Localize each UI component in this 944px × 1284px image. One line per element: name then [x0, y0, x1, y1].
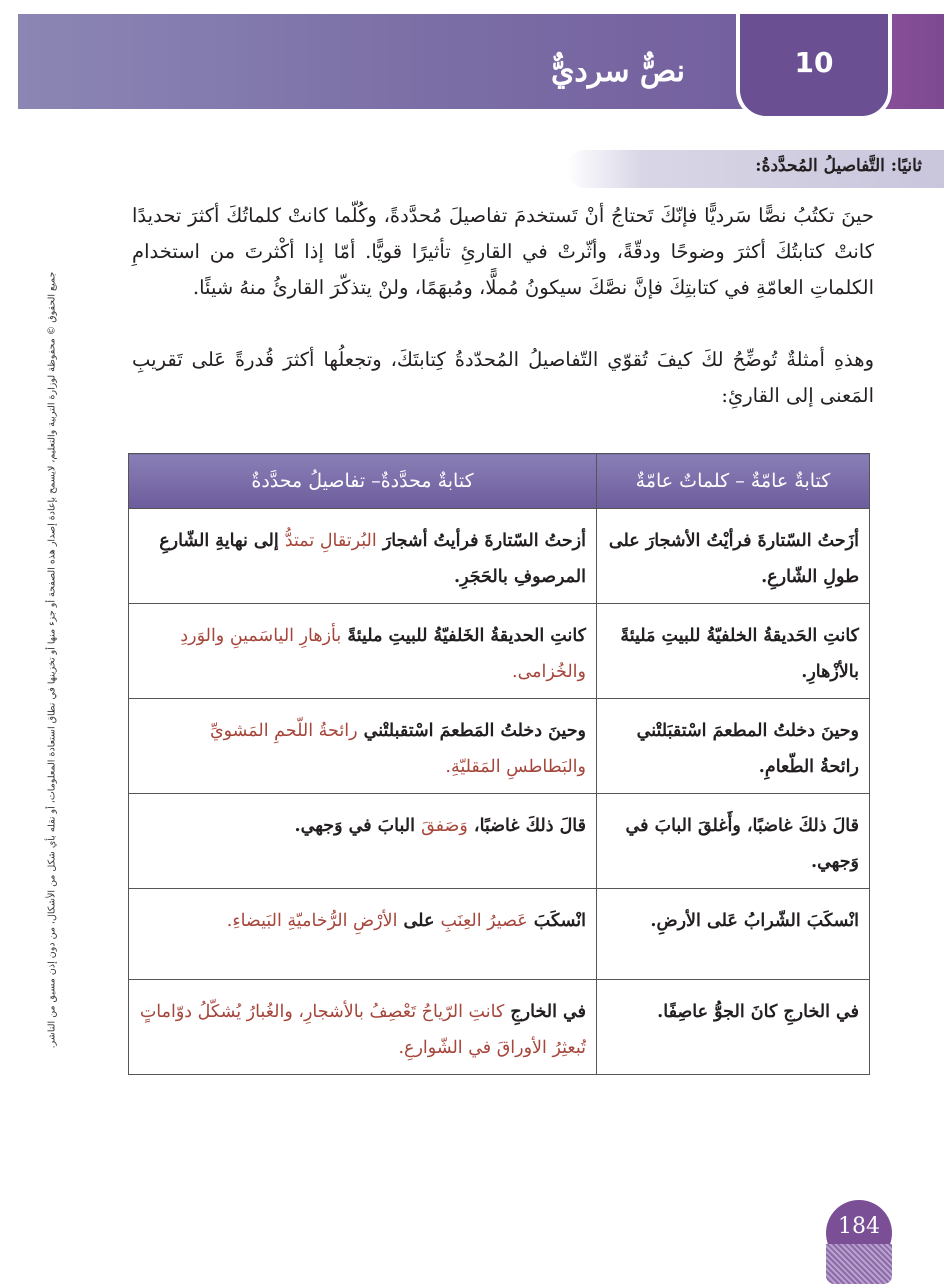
- table-row: [129, 889, 870, 980]
- general-cell: أزَحتُ السّتارةَ فرأيْتُ الأشجارَ على طولِ الشّارعِ.: [597, 509, 870, 604]
- plain-text: في الخارجِ: [504, 1002, 586, 1022]
- table-row: [129, 980, 870, 1075]
- table-row: [129, 794, 870, 889]
- plain-text: كانتِ الحديقةُ الخَلفيّةُ للبيتِ مليئةً: [341, 626, 586, 646]
- unit-number-tab: [736, 14, 892, 120]
- plain-text: على: [397, 911, 441, 931]
- general-cell: انْسكَبَ الشّرابُ عَلى الأرضِ.: [597, 889, 870, 980]
- highlighted-detail: عَصيرُ العِنَبِ: [440, 911, 528, 931]
- general-cell: وحينَ دخلتُ المطعمَ اسْتقبَلتْني رائحةُ الطّعامِ.: [597, 699, 870, 794]
- highlighted-detail: رائحةُ اللّحمِ المَشويِّ والبَطاطسِ المَقليّةِ.: [209, 721, 586, 777]
- header-general-writing: كتابةٌ عامّةٌ – كلماتٌ عامّةٌ: [597, 454, 870, 509]
- examples-paragraph: وهذهِ أمثلةٌ تُوضِّحُ لكَ كيفَ تُقوّي التّفاصيلُ المُحدّدةُ كِتابتَكَ، وتجعلُها أكثرَ قُدرةً عَلى تَقريبِ المَعنى إلى القارئِ:: [132, 348, 874, 407]
- table-row: [129, 509, 870, 604]
- plain-text: البابَ في وَجهي.: [294, 816, 422, 836]
- highlighted-detail: البُرتقالِ تمتدُّ: [284, 531, 377, 551]
- header-specific-writing: كتابةٌ محدَّدةٌ– تفاصيلُ محدَّدةٌ: [129, 454, 597, 509]
- general-cell: كانتِ الحَديقةُ الخلفيّةُ للبيتِ مَليئةً بالأزْهارِ.: [597, 604, 870, 699]
- copyright-note: جميع الحقوق © محفوظة لوزارة التربية والتعليم، لايسمح بإعادة إصدار هذه الصفحة أو جزء منها أو تخزينها في نطاق استعادة المعلومات، أو نقله بأي شكل من الأشكال، من دون إذن مسبق من الناشر.: [46, 271, 58, 1049]
- highlighted-detail: الأرْضِ الرُّخاميّةِ البَيضاءِ.: [226, 911, 398, 931]
- page-number: 184: [838, 1214, 880, 1239]
- section-heading-pill: [566, 150, 944, 188]
- intro-paragraph: حينَ تكتُبُ نصًّا سَرديًّا فإنّكَ تَحتاجُ أنْ تَستخدمَ تفاصيلَ مُحدَّدةً، وكُلّما كانتْ كلماتُكَ أكثرَ تحديدًا كانتْ كتابتُكَ أكثرَ وضوحًا ودقّةً، وأثّرتْ في القارئِ تأثيرًا قويًّا. أمّا إذا أكْثرتَ من استخدامِ الكلماتِ العامّةِ في كتابتِكَ فإنَّ نصَّكَ سيكونُ مُملًّا، ومُبهَمًا، ولنْ يتذكّرَ القارئُ منهُ شيئًا.: [132, 204, 874, 299]
- highlighted-detail: بأزهارِ الياسَمينِ والوَردِ والخُزامى.: [180, 626, 586, 682]
- specific-cell: [129, 889, 597, 980]
- unit-number: 10: [794, 46, 834, 79]
- specific-cell: [129, 980, 597, 1075]
- specific-cell: [129, 794, 597, 889]
- specific-cell: [129, 604, 597, 699]
- page-number-badge: [826, 1200, 892, 1266]
- plain-text: إلى نهايةِ الشّارعِ: [159, 531, 285, 551]
- table-header-row: [129, 454, 870, 509]
- plain-text: انْسكَبَ: [527, 911, 586, 931]
- general-cell: قالَ ذلكَ غاضبًا، وأَغلقَ البابَ في وَجهي.: [597, 794, 870, 889]
- section-heading: ثانيًا: التَّفاصيلُ المُحدَّدةُ:: [755, 156, 922, 176]
- specific-cell: [129, 699, 597, 794]
- comparison-table: [128, 453, 870, 1075]
- plain-text: أزحتُ السّتارةَ فرأيتُ أشجارَ: [376, 531, 586, 551]
- table-row: [129, 604, 870, 699]
- general-cell: في الخارجِ كانَ الجوُّ عاصِفًا.: [597, 980, 870, 1075]
- table-row: [129, 699, 870, 794]
- plain-text: وحينَ دخلتُ المَطعمَ اسْتقبلتْني: [357, 721, 586, 741]
- unit-title: نصٌّ سرديٌّ: [550, 54, 686, 89]
- highlighted-detail: كانتِ الرّياحُ تَعْصِفُ بالأشجارِ، والغُبارُ يُشكّلُ دوّاماتٍ تُبعثِرُ الأوراقَ في الشّوارعِ.: [139, 1002, 586, 1058]
- plain-text: قالَ ذلكَ غاضبًا،: [467, 816, 586, 836]
- highlighted-detail: وَصَفقَ: [421, 816, 468, 836]
- plain-text: المرصوفِ بالحَجَرِ.: [454, 567, 586, 587]
- specific-cell: [129, 509, 597, 604]
